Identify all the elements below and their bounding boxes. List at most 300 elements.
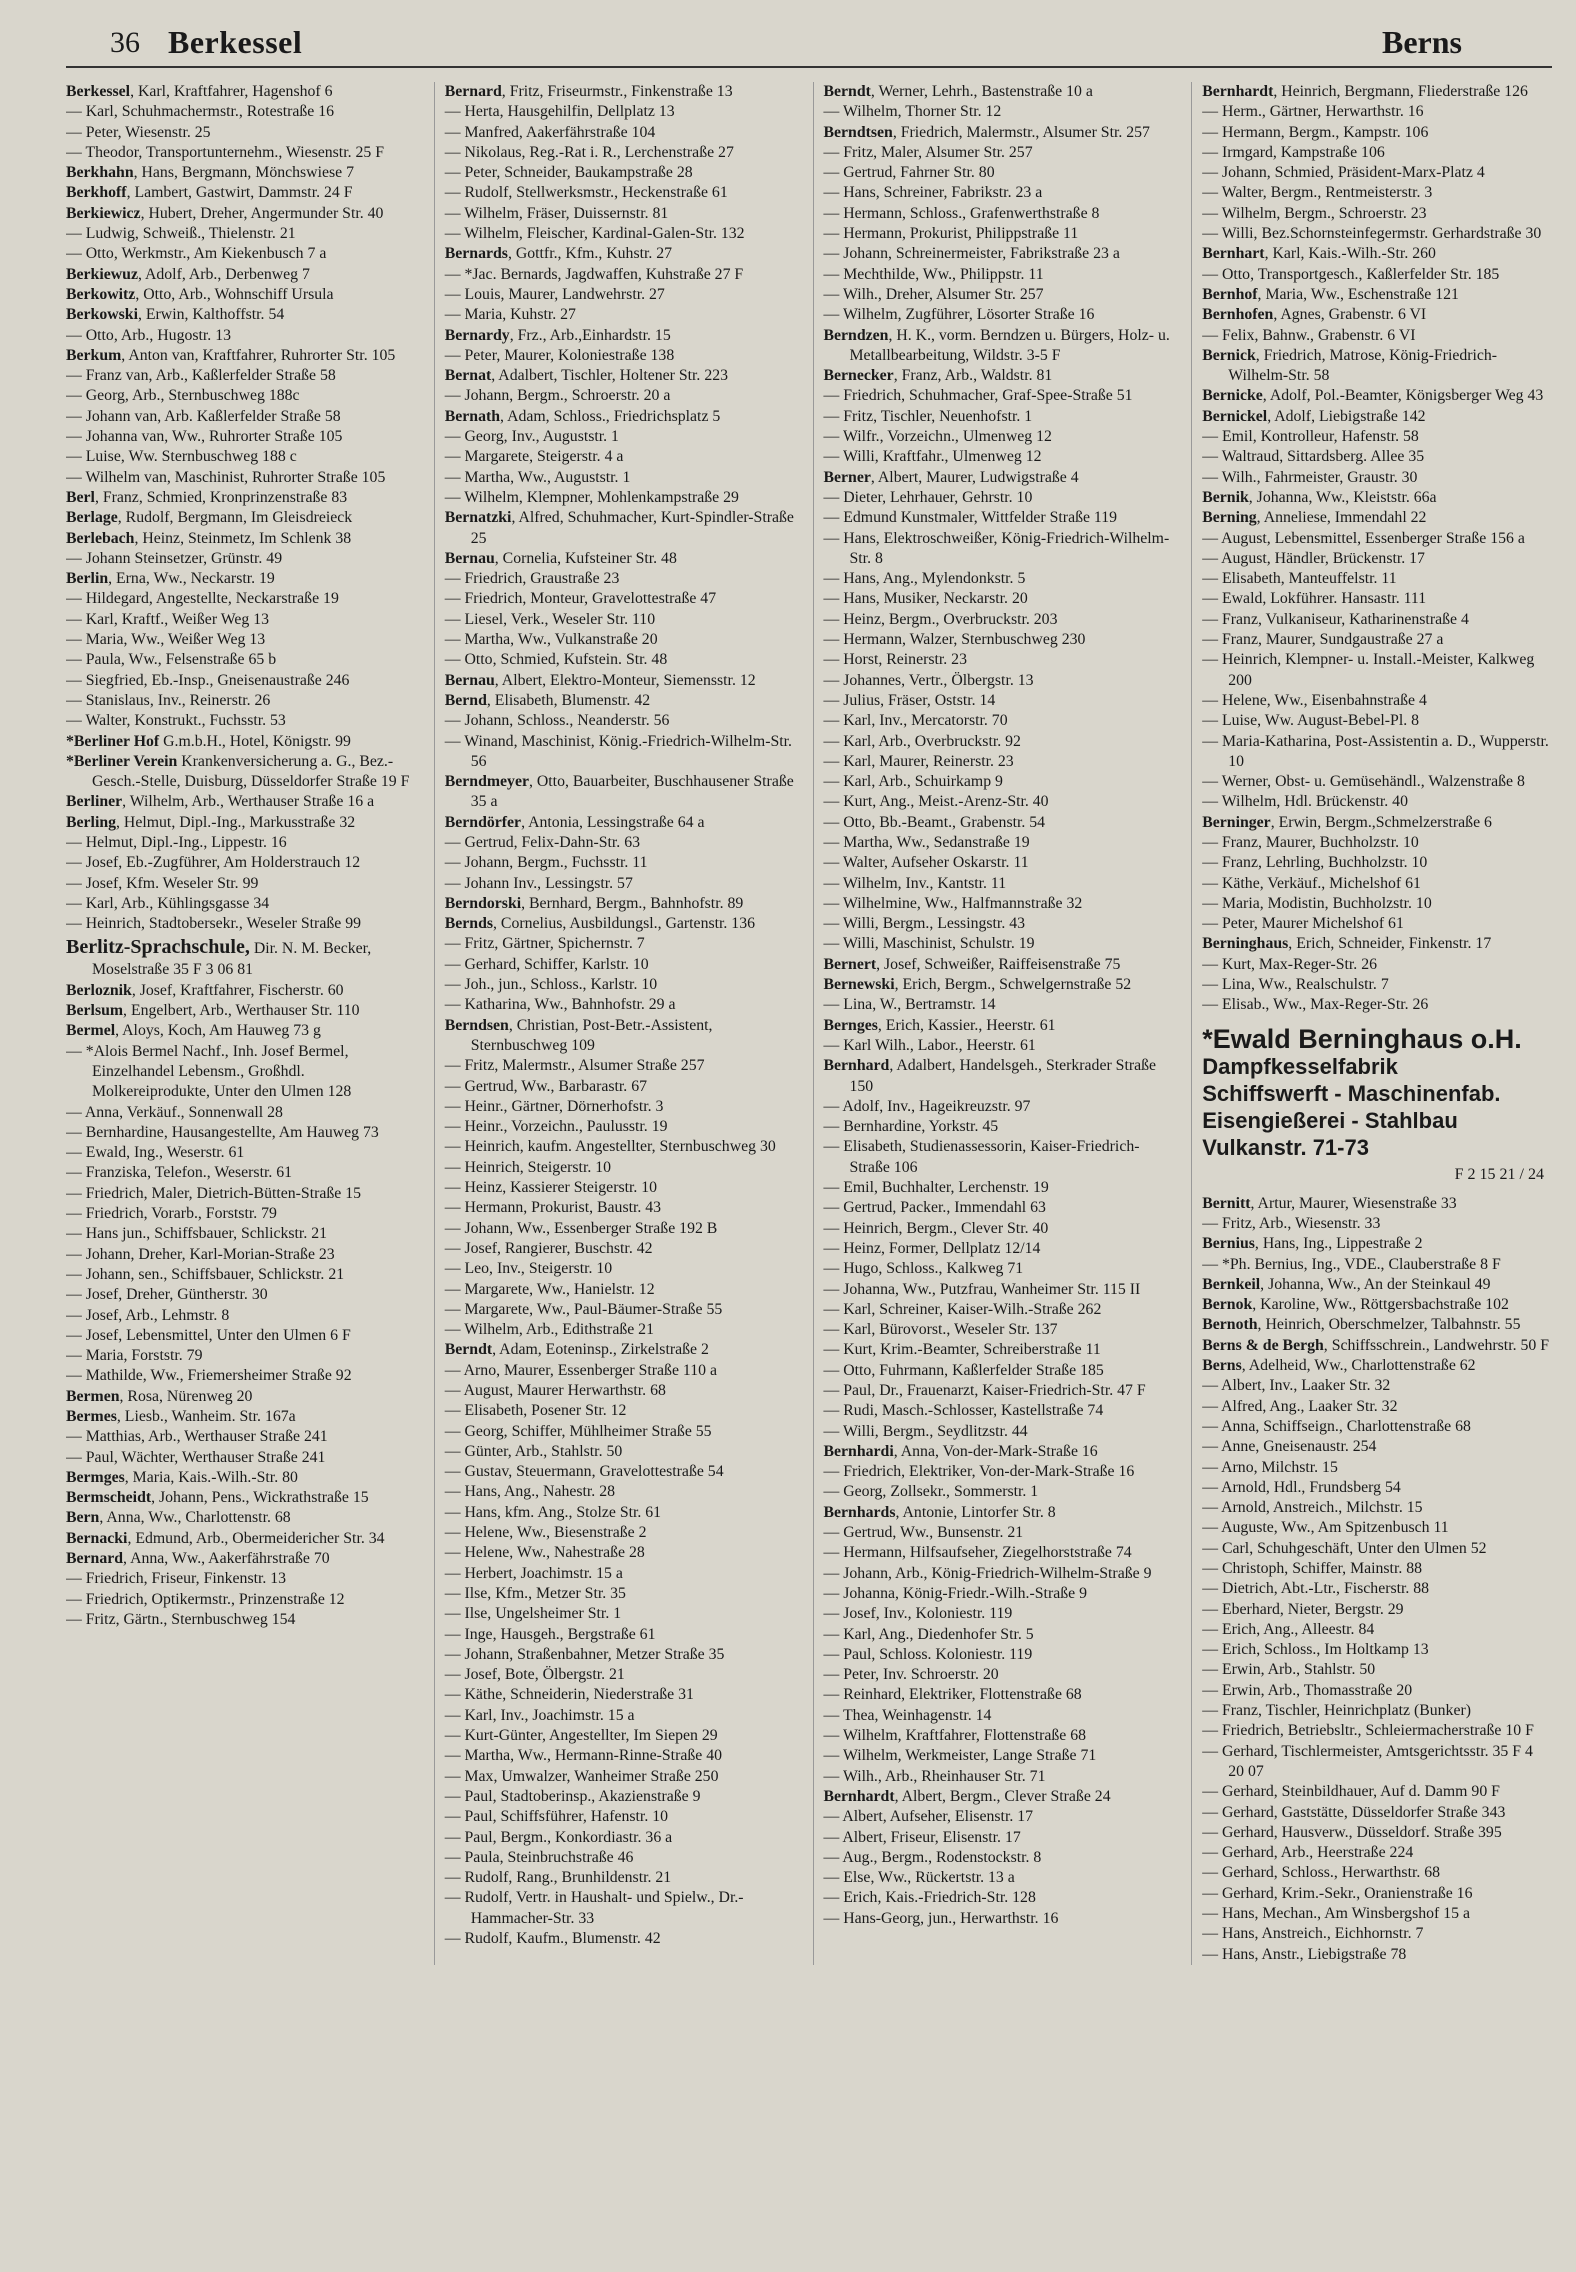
directory-entry: — Fritz, Arb., Wiesenstr. 33 [1202, 1214, 1381, 1232]
directory-entry: — Peter, Schneider, Baukampstraße 28 [444, 164, 693, 182]
directory-entry: — Johann Steinsetzer, Grünstr. 49 [66, 549, 283, 567]
directory-entry: — Willi, Bez.Schornsteinfegermstr. Gerhardstraße 30 [1202, 225, 1542, 243]
directory-entry: — Hans, Ang., Mylendonkstr. 5 [823, 570, 1026, 588]
directory-entry: — Heinrich, Steigerstr. 10 [444, 1158, 612, 1176]
directory-entry: — Franz, Maurer, Buchholzstr. 10 [1202, 833, 1419, 851]
directory-entry: — Heinrich, Stadtobersekr., Weseler Straße 99 [66, 915, 361, 933]
directory-entry: — Karl, Arb., Schuirkamp 9 [823, 773, 1003, 791]
directory-entry: — Christoph, Schiffer, Mainstr. 88 [1202, 1560, 1423, 1577]
directory-entry: — Winand, Maschinist, König.-Friedrich-Wilhelm-Str. 56 [444, 732, 792, 770]
directory-entry: Bernath, Adam, Schloss., Friedrichsplatz 5 [444, 407, 721, 425]
directory-entry: — Inge, Hausgeh., Bergstraße 61 [444, 1625, 656, 1643]
directory-entry: — Felix, Bahnw., Grabenstr. 6 VI [1202, 326, 1416, 344]
directory-entry: — Wilhelm, Zugführer, Lösorter Straße 16 [823, 306, 1095, 324]
directory-entry: — Ilse, Ungelsheimer Str. 1 [444, 1605, 622, 1623]
directory-entry: — Georg, Schiffer, Mühlheimer Straße 55 [444, 1422, 712, 1440]
directory-entry: — Heinrich, Bergm., Clever Str. 40 [823, 1219, 1049, 1237]
directory-entry: — Hugo, Schloss., Kalkweg 71 [823, 1260, 1024, 1278]
directory-entry: — Käthe, Schneiderin, Niederstraße 31 [444, 1686, 694, 1704]
directory-entry: — Hans, Mechan., Am Winsbergshof 15 a [1202, 1905, 1470, 1923]
directory-entry: — Otto, Transportgesch., Kaßlerfelder Str. 185 [1202, 265, 1500, 283]
directory-entry: — Friedrich, Betriebsltr., Schleiermacherstraße 10 F [1202, 1722, 1534, 1740]
directory-entry: — Friedrich, Graustraße 23 [444, 570, 620, 588]
directory-entry: — Ludwig, Schweiß., Thielenstr. 21 [66, 225, 296, 243]
directory-entry: — Gerhard, Hausverw., Düsseldorf. Straße 395 [1202, 1823, 1502, 1841]
directory-entry: Bernhardt, Heinrich, Bergmann, Fliederstraße 126 [1202, 83, 1528, 100]
directory-entry: Berkowitz, Otto, Arb., Wohnschiff Ursula [66, 285, 334, 303]
directory-entry: — Hans, kfm. Ang., Stolze Str. 61 [444, 1503, 662, 1521]
directory-entry: — Franz, Vulkaniseur, Katharinenstraße 4 [1202, 610, 1469, 628]
directory-entry: Berner, Albert, Maurer, Ludwigstraße 4 [823, 468, 1079, 486]
directory-entry: — Mechthilde, Ww., Philippstr. 11 [823, 265, 1044, 283]
directory-entry: — Gertrud, Ww., Bunsenstr. 21 [823, 1524, 1024, 1542]
directory-entry: Bernewski, Erich, Bergm., Schwelgernstraße 52 [823, 976, 1132, 994]
directory-entry: — Margarete, Ww., Paul-Bäumer-Straße 55 [444, 1300, 723, 1318]
directory-entry: Berninger, Erwin, Bergm.,Schmelzerstraße 6 [1202, 813, 1492, 831]
directory-entry: — Gerhard, Schloss., Herwarthstr. 68 [1202, 1864, 1441, 1882]
directory-entry: — Wilhelm, Inv., Kantstr. 11 [823, 874, 1007, 892]
directory-entry: — Julius, Fräser, Oststr. 14 [823, 691, 996, 709]
directory-entry: Berlsum, Engelbert, Arb., Werthauser Str. 110 [66, 1002, 360, 1020]
directory-entry: — Hans-Georg, jun., Herwarthstr. 16 [823, 1909, 1059, 1927]
directory-entry: Bernacki, Edmund, Arb., Obermeidericher Str. 34 [66, 1529, 385, 1547]
directory-entry: — Karl Wilh., Labor., Heerstr. 61 [823, 1036, 1036, 1054]
directory-entry: — Paul, Bergm., Konkordiastr. 36 a [444, 1828, 673, 1846]
directory-entry: — Karl, Inv., Mercatorstr. 70 [823, 712, 1008, 730]
directory-entry: — Johann, Straßenbahner, Metzer Straße 35 [444, 1645, 725, 1663]
directory-entry: — Josef, Lebensmittel, Unter den Ulmen 6 F [66, 1326, 351, 1344]
directory-entry: — Wilhelm, Klempner, Mohlenkampstraße 29 [444, 488, 739, 506]
directory-entry: — Wilhelm, Kraftfahrer, Flottenstraße 68 [823, 1727, 1087, 1745]
directory-entry: — August, Lebensmittel, Essenberger Straße 156 a [1202, 529, 1525, 547]
directory-entry: — Georg, Zollsekr., Sommerstr. 1 [823, 1483, 1039, 1501]
directory-entry: — Irmgard, Kampstraße 106 [1202, 143, 1385, 161]
directory-entry: — Hermann, Schloss., Grafenwerthstraße 8 [823, 204, 1100, 222]
directory-entry: — Anna, Verkäuf., Sonnenwall 28 [66, 1103, 283, 1121]
directory-entry: Bernhard, Adalbert, Handelsgeh., Sterkrader Straße 150 [823, 1057, 1157, 1095]
page-header [66, 22, 1552, 68]
directory-entry: — Gerhard, Gaststätte, Düsseldorfer Straße 343 [1202, 1803, 1506, 1821]
directory-entry: — Karl, Schuhmachermstr., Rotestraße 16 [66, 103, 335, 121]
running-head-left: Berkessel [168, 24, 303, 60]
directory-entry: — Adolf, Inv., Hageikreuzstr. 97 [823, 1097, 1031, 1115]
directory-entry: — Rudi, Masch.-Schlosser, Kastellstraße 74 [823, 1402, 1104, 1420]
directory-entry: Bernhardt, Albert, Bergm., Clever Straße 24 [823, 1787, 1111, 1805]
directory-entry: — Heinr., Gärtner, Dörnerhofstr. 3 [444, 1097, 664, 1115]
directory-entry: — Friedrich, Optikermstr., Prinzenstraße 12 [66, 1590, 345, 1608]
directory-entry: Bernau, Albert, Elektro-Monteur, Siemensstr. 12 [444, 671, 756, 689]
directory-entry: — Margarete, Steigerstr. 4 a [444, 448, 624, 466]
directory-entry: — Heinrich, Klempner- u. Install.-Meister, Kalkweg 200 [1202, 651, 1535, 689]
directory-entry: — Peter, Inv. Schroerstr. 20 [823, 1666, 999, 1684]
directory-entry: — Johann, Bergm., Fuchsstr. 11 [444, 854, 648, 872]
directory-entry: — Stanislaus, Inv., Reinerstr. 26 [66, 691, 271, 709]
directory-entry: — Friedrich, Monteur, Gravelottestraße 47 [444, 590, 717, 608]
directory-entry: — Fritz, Tischler, Neuenhofstr. 1 [823, 407, 1033, 425]
directory-entry: Berndt, Werner, Lehrh., Bastenstraße 10 a [823, 83, 1093, 100]
directory-entry: Bernert, Josef, Schweißer, Raiffeisenstraße 75 [823, 955, 1121, 973]
column-1 [66, 82, 416, 1965]
directory-entry: — Johann Inv., Lessingstr. 57 [444, 874, 633, 892]
directory-entry: — Maria, Kuhstr. 27 [444, 306, 576, 324]
directory-entry: — Peter, Maurer Michelshof 61 [1202, 915, 1404, 933]
directory-entry: — Hermann, Bergm., Kampstr. 106 [1202, 123, 1429, 141]
directory-entry: Bernik, Johanna, Ww., Kleiststr. 66a [1202, 488, 1437, 506]
directory-entry: — Carl, Schuhgeschäft, Unter den Ulmen 52 [1202, 1539, 1487, 1557]
directory-entry: — Albert, Inv., Laaker Str. 32 [1202, 1377, 1391, 1395]
directory-entry: Berkhoff, Lambert, Gastwirt, Dammstr. 24 F [66, 184, 353, 202]
directory-entry: Berndsen, Christian, Post-Betr.-Assistent, Sternbuschweg 109 [444, 1016, 713, 1054]
directory-entry: *Berliner Hof G.m.b.H., Hotel, Königstr. 99 [66, 732, 351, 750]
directory-entry: — Wilh., Arb., Rheinhauser Str. 71 [823, 1767, 1046, 1785]
directory-entry: — Maria-Katharina, Post-Assistentin a. D., Wupperstr. 10 [1202, 732, 1549, 770]
directory-entry: — Josef, Bote, Ölbergstr. 21 [444, 1666, 625, 1684]
directory-entry: — Franziska, Telefon., Weserstr. 61 [66, 1164, 293, 1182]
directory-entry: — Heinrich, kaufm. Angestellter, Sternbuschweg 30 [444, 1138, 776, 1156]
directory-entry: — Elisabeth, Manteuffelstr. 11 [1202, 570, 1397, 588]
directory-entry: — Luise, Ww. Sternbuschweg 188 c [66, 448, 297, 466]
directory-entry: Berlin, Erna, Ww., Neckarstr. 19 [66, 570, 275, 588]
directory-entry: — Käthe, Verkäuf., Michelshof 61 [1202, 874, 1421, 892]
directory-entry: — Herta, Hausgehilfin, Dellplatz 13 [444, 103, 675, 121]
directory-entry: — Otto, Werkmstr., Am Kiekenbusch 7 a [66, 245, 327, 263]
ad-phone: F 2 15 21 / 24 [1454, 1165, 1544, 1183]
directory-entry: Berkessel, Karl, Kraftfahrer, Hagenshof 6 [66, 83, 333, 100]
directory-entry: Berns & de Bergh, Schiffsschrein., Landwehrstr. 50 F [1202, 1336, 1550, 1354]
directory-entry: — *Ph. Bernius, Ing., VDE., Clauberstraße 8 F [1202, 1255, 1501, 1273]
directory-entry: Bernds, Cornelius, Ausbildungsl., Gartenstr. 136 [444, 915, 755, 933]
directory-entry: — Rudolf, Vertr. in Haushalt- und Spielw., Dr.-Hammacher-Str. 33 [444, 1889, 744, 1927]
directory-entry: — Margarete, Ww., Hanielstr. 12 [444, 1280, 655, 1298]
directory-entry: — Eberhard, Nieter, Bergstr. 29 [1202, 1600, 1404, 1618]
advertisement [1202, 1023, 1552, 1188]
directory-entry: — Georg, Inv., Auguststr. 1 [444, 428, 619, 446]
directory-entry: Berlebach, Heinz, Steinmetz, Im Schlenk 38 [66, 529, 352, 547]
directory-entry: — Kurt-Günter, Angestellter, Im Siepen 29 [444, 1727, 718, 1745]
directory-entry: — Hermann, Walzer, Sternbuschweg 230 [823, 631, 1086, 649]
running-head-right: Berns [1382, 24, 1462, 60]
directory-entry: — Else, Ww., Rückertstr. 13 a [823, 1869, 1015, 1887]
directory-entry: — Johann, Bergm., Schroerstr. 20 a [444, 387, 671, 405]
directory-entry: — Max, Umwalzer, Wanheimer Straße 250 [444, 1767, 719, 1785]
directory-entry: Berning, Anneliese, Immendahl 22 [1202, 509, 1427, 527]
directory-entry: — Kurt, Krim.-Beamter, Schreiberstraße 11 [823, 1341, 1101, 1359]
directory-entry: — Wilhelmine, Ww., Halfmannstraße 32 [823, 894, 1083, 912]
directory-entry: — Kurt, Max-Reger-Str. 26 [1202, 955, 1377, 973]
directory-entry: Bernges, Erich, Kassier., Heerstr. 61 [823, 1016, 1056, 1034]
directory-entry: — August, Händler, Brückenstr. 17 [1202, 549, 1425, 567]
directory-entry: — Franz van, Arb., Kaßlerfelder Straße 58 [66, 367, 336, 385]
directory-entry: Berkhahn, Hans, Bergmann, Mönchswiese 7 [66, 164, 355, 182]
directory-entry: — *Jac. Bernards, Jagdwaffen, Kuhstraße 27 F [444, 265, 744, 283]
directory-entry: — Otto, Arb., Hugostr. 13 [66, 326, 231, 344]
directory-entry: — Mathilde, Ww., Friemersheimer Straße 92 [66, 1367, 352, 1385]
directory-entry: — Wilhelm van, Maschinist, Ruhrorter Straße 105 [66, 468, 386, 486]
directory-entry: — Erich, Kais.-Friedrich-Str. 128 [823, 1889, 1036, 1907]
directory-entry: — Paul, Schloss. Koloniestr. 119 [823, 1645, 1033, 1663]
directory-entry: — Johann, Dreher, Karl-Morian-Straße 23 [66, 1245, 335, 1263]
directory-entry: Bernhardi, Anna, Von-der-Mark-Straße 16 [823, 1442, 1098, 1460]
directory-entry: — Karl, Kraftf., Weißer Weg 13 [66, 610, 270, 628]
directory-entry: Bermscheidt, Johann, Pens., Wickrathstraße 15 [66, 1489, 369, 1507]
directory-entry: — Kurt, Ang., Meist.-Arenz-Str. 40 [823, 793, 1049, 811]
directory-entry: — Gertrud, Ww., Barbarastr. 67 [444, 1077, 647, 1095]
directory-entry: Bern, Anna, Ww., Charlottenstr. 68 [66, 1509, 291, 1527]
directory-entry: — Albert, Friseur, Elisenstr. 17 [823, 1828, 1021, 1846]
directory-entry: — Gertrud, Fahrner Str. 80 [823, 164, 995, 182]
directory-entry: — Friedrich, Vorarb., Forststr. 79 [66, 1205, 277, 1223]
directory-entry: — Hans, Elektroschweißer, König-Friedrich-Wilhelm-Str. 8 [823, 529, 1170, 567]
directory-entry: — Rudolf, Kaufm., Blumenstr. 42 [444, 1930, 661, 1948]
directory-entry: Bernhards, Antonie, Lintorfer Str. 8 [823, 1503, 1056, 1521]
directory-entry: — Otto, Schmied, Kufstein. Str. 48 [444, 651, 668, 669]
directory-entry: Bernius, Hans, Ing., Lippestraße 2 [1202, 1235, 1423, 1253]
ad-line: Vulkanstr. 71-73 [1202, 1134, 1369, 1160]
column-4 [1191, 82, 1552, 1965]
directory-entry: — Wilhelm, Hdl. Brückenstr. 40 [1202, 793, 1408, 811]
directory-entry: — Johann, Schloss., Neanderstr. 56 [444, 712, 670, 730]
directory-entry: — Wilhelm, Bergm., Schroerstr. 23 [1202, 204, 1427, 222]
directory-entry: Berndorski, Bernhard, Bergm., Bahnhofstr. 89 [444, 894, 744, 912]
directory-entry: — Gertrud, Felix-Dahn-Str. 63 [444, 833, 640, 851]
directory-entry: — Johann, Schmied, Präsident-Marx-Platz 4 [1202, 164, 1485, 182]
directory-entry: — Paul, Schiffsführer, Hafenstr. 10 [444, 1808, 669, 1826]
directory-entry: — Josef, Rangierer, Buschstr. 42 [444, 1239, 653, 1257]
directory-entry: — Hans, Musiker, Neckarstr. 20 [823, 590, 1028, 608]
directory-entry: — Bernhardine, Hausangestellte, Am Hauweg 73 [66, 1123, 379, 1141]
directory-entry: Bernat, Adalbert, Tischler, Holtener Str. 223 [444, 367, 729, 385]
directory-entry: — Anna, Schiffseign., Charlottenstraße 68 [1202, 1417, 1471, 1435]
directory-entry: — Reinhard, Elektriker, Flottenstraße 68 [823, 1686, 1082, 1704]
directory-entry: — Heinz, Bergm., Overbruckstr. 203 [823, 610, 1058, 628]
directory-entry: — Bernhardine, Yorkstr. 45 [823, 1118, 999, 1136]
directory-entry: — Emil, Buchhalter, Lerchenstr. 19 [823, 1179, 1049, 1197]
directory-entry: — Hans, Anstreich., Eichhornstr. 7 [1202, 1925, 1424, 1943]
directory-entry: — Helene, Ww., Nahestraße 28 [444, 1544, 645, 1562]
directory-entry: — Erich, Schloss., Im Holtkamp 13 [1202, 1641, 1429, 1659]
directory-entry: Berkiewuz, Adolf, Arb., Derbenweg 7 [66, 265, 310, 283]
directory-entry: — Dieter, Lehrhauer, Gehrstr. 10 [823, 488, 1033, 506]
directory-entry: — Gerhard, Schiffer, Karlstr. 10 [444, 955, 649, 973]
directory-entry: Bernoth, Heinrich, Oberschmelzer, Talbahnstr. 55 [1202, 1316, 1521, 1334]
directory-entry: — Karl, Arb., Overbruckstr. 92 [823, 732, 1021, 750]
directory-entry: — Walter, Bergm., Rentmeisterstr. 3 [1202, 184, 1433, 202]
directory-entry: — Otto, Fuhrmann, Kaßlerfelder Straße 185 [823, 1361, 1104, 1379]
directory-entry: — Hans jun., Schiffsbauer, Schlickstr. 21 [66, 1225, 328, 1243]
directory-entry: Berns, Adelheid, Ww., Charlottenstraße 62 [1202, 1357, 1476, 1375]
directory-entry: — Edmund Kunstmaler, Wittfelder Straße 119 [823, 509, 1118, 527]
directory-entry: — Ilse, Kfm., Metzer Str. 35 [444, 1584, 626, 1602]
columns [66, 82, 1552, 1965]
directory-entry: — Otto, Bb.-Beamt., Grabenstr. 54 [823, 813, 1046, 831]
directory-entry: — Willi, Bergm., Seydlitzstr. 44 [823, 1422, 1028, 1440]
directory-entry: — Wilfr., Vorzeichn., Ulmenweg 12 [823, 428, 1052, 446]
directory-entry: — Fritz, Maler, Alsumer Str. 257 [823, 143, 1033, 161]
directory-entry: — Hermann, Hilfsaufseher, Ziegelhorststraße 74 [823, 1544, 1132, 1562]
directory-entry: — Willi, Maschinist, Schulstr. 19 [823, 935, 1035, 953]
directory-entry: Bermel, Aloys, Koch, Am Hauweg 73 g [66, 1022, 321, 1040]
directory-entry: — Ewald, Lokführer. Hansastr. 111 [1202, 590, 1427, 608]
directory-entry: — Johann van, Arb. Kaßlerfelder Straße 58 [66, 407, 341, 425]
directory-entry: — Johanna, König-Friedr.-Wilh.-Straße 9 [823, 1584, 1087, 1602]
directory-entry: — Gertrud, Packer., Immendahl 63 [823, 1199, 1046, 1217]
directory-entry: — Wilh., Dreher, Alsumer Str. 257 [823, 285, 1044, 303]
directory-entry: — Heinz, Kassierer Steigerstr. 10 [444, 1179, 658, 1197]
directory-entry: Berkiewicz, Hubert, Dreher, Angermunder Str. 40 [66, 204, 384, 222]
directory-entry: — Siegfried, Eb.-Insp., Gneisenaustraße 246 [66, 671, 350, 689]
directory-entry: — Helene, Ww., Eisenbahnstraße 4 [1202, 691, 1427, 709]
directory-entry: — Wilhelm, Arb., Edithstraße 21 [444, 1321, 654, 1339]
directory-entry: — Johanna, Ww., Putzfrau, Wanheimer Str. 115 II [823, 1280, 1141, 1298]
directory-entry: Berninghaus, Erich, Schneider, Finkenstr. 17 [1202, 935, 1492, 953]
directory-entry: — Heinz, Former, Dellplatz 12/14 [823, 1239, 1041, 1257]
directory-entry: — Louis, Maurer, Landwehrstr. 27 [444, 285, 665, 303]
directory-entry: — Auguste, Ww., Am Spitzenbusch 11 [1202, 1519, 1449, 1537]
directory-entry: — Willi, Kraftfahr., Ulmenweg 12 [823, 448, 1042, 466]
directory-entry: — Helmut, Dipl.-Ing., Lippestr. 16 [66, 833, 287, 851]
directory-entry: — Johann, Schreinermeister, Fabrikstraße 23 a [823, 245, 1120, 263]
directory-entry: — Dietrich, Abt.-Ltr., Fischerstr. 88 [1202, 1580, 1430, 1598]
directory-entry: — Maria, Modistin, Buchholzstr. 10 [1202, 894, 1432, 912]
directory-entry: — Anne, Gneisenaustr. 254 [1202, 1438, 1377, 1456]
directory-entry: — Lina, W., Bertramstr. 14 [823, 996, 996, 1014]
directory-entry: Berlage, Rudolf, Bergmann, Im Gleisdreieck [66, 509, 353, 527]
directory-entry: Bermen, Rosa, Nürenweg 20 [66, 1387, 253, 1405]
directory-entry: — Erwin, Arb., Stahlstr. 50 [1202, 1661, 1376, 1679]
directory-entry: — Elisab., Ww., Max-Reger-Str. 26 [1202, 996, 1429, 1014]
directory-entry: — Maria, Ww., Weißer Weg 13 [66, 631, 266, 649]
directory-entry: — Johannes, Vertr., Ölbergstr. 13 [823, 671, 1034, 689]
directory-entry: — Wilhelm, Fräser, Duissernstr. 81 [444, 204, 669, 222]
directory-entry: — Paul, Stadtoberinsp., Akazienstraße 9 [444, 1787, 701, 1805]
directory-entry: — Erwin, Arb., Thomasstraße 20 [1202, 1681, 1413, 1699]
directory-entry: — Johann, Arb., König-Friedrich-Wilhelm-Straße 9 [823, 1564, 1152, 1582]
directory-entry: — Gerhard, Arb., Heerstraße 224 [1202, 1844, 1414, 1862]
directory-entry: — Martha, Ww., Hermann-Rinne-Straße 40 [444, 1747, 722, 1765]
directory-entry: — Walter, Aufseher Oskarstr. 11 [823, 854, 1029, 872]
directory-entry: — Rudolf, Rang., Brunhildenstr. 21 [444, 1869, 672, 1887]
directory-entry: Berliner, Wilhelm, Arb., Werthauser Straße 16 a [66, 793, 375, 811]
directory-entry: — Alfred, Ang., Laaker Str. 32 [1202, 1397, 1398, 1415]
page-number: 36 [110, 26, 140, 59]
directory-entry: Berndzen, H. K., vorm. Berndzen u. Bürgers, Holz- u. Metallbearbeitung, Wildstr. 3-5 F [823, 326, 1170, 364]
ad-line: Dampfkesselfabrik [1202, 1053, 1398, 1079]
directory-entry: — Friedrich, Elektriker, Von-der-Mark-Straße 16 [823, 1463, 1135, 1481]
directory-entry: — Gerhard, Tischlermeister, Amtsgerichtsstr. 35 F 4 20 07 [1202, 1742, 1533, 1780]
directory-entry: — Gerhard, Krim.-Sekr., Oranienstraße 16 [1202, 1884, 1473, 1902]
directory-entry: Berkum, Anton van, Kraftfahrer, Ruhrorter Str. 105 [66, 346, 396, 364]
directory-entry: — Heinr., Vorzeichn., Paulusstr. 19 [444, 1118, 668, 1136]
directory-entry: Bernards, Gottfr., Kfm., Kuhstr. 27 [444, 245, 673, 263]
directory-entry: Bernkeil, Johanna, Ww., An der Steinkaul 49 [1202, 1275, 1491, 1293]
directory-entry: — Walter, Konstrukt., Fuchsstr. 53 [66, 712, 286, 730]
directory-entry: Bernhart, Karl, Kais.-Wilh.-Str. 260 [1202, 245, 1436, 263]
directory-entry: Bernau, Cornelia, Kufsteiner Str. 48 [444, 549, 677, 567]
directory-entry: — Wilhelm, Fleischer, Kardinal-Galen-Str. 132 [444, 225, 745, 243]
directory-entry: — Martha, Ww., Vulkanstraße 20 [444, 631, 658, 649]
directory-entry: Berndörfer, Antonia, Lessingstraße 64 a [444, 813, 705, 831]
directory-entry: Bernitt, Artur, Maurer, Wiesenstraße 33 [1202, 1194, 1457, 1212]
directory-entry: — *Alois Bermel Nachf., Inh. Josef Bermel, Einzelhandel Lebensm., Großhdl. Molkereiprodukte, Unter den Ulmen 128 [66, 1042, 352, 1101]
directory-entry: — Horst, Reinerstr. 23 [823, 651, 967, 669]
directory-entry: Bernick, Friedrich, Matrose, König-Friedrich-Wilhelm-Str. 58 [1202, 346, 1498, 385]
directory-entry: Berloznik, Josef, Kraftfahrer, Fischerstr. 60 [66, 981, 344, 999]
directory-entry: — Johann, Ww., Essenberger Straße 192 B [444, 1219, 718, 1237]
directory-entry: — Nikolaus, Reg.-Rat i. R., Lerchenstraße 27 [444, 143, 734, 161]
directory-entry: Bernok, Karoline, Ww., Röttgersbachstraße 102 [1202, 1296, 1509, 1314]
directory-entry: — Friedrich, Schuhmacher, Graf-Spee-Straße 51 [823, 387, 1133, 405]
directory-entry: — Hermann, Prokurist, Baustr. 43 [444, 1199, 662, 1217]
directory-entry: Bernecker, Franz, Arb., Waldstr. 81 [823, 367, 1053, 385]
directory-entry: — Ewald, Ing., Weserstr. 61 [66, 1144, 245, 1162]
directory-entry: — Arnold, Anstreich., Milchstr. 15 [1202, 1499, 1423, 1517]
directory-entry: — Karl, Maurer, Reinerstr. 23 [823, 752, 1014, 770]
directory-entry: Bermes, Liesb., Wanheim. Str. 167a [66, 1408, 296, 1425]
directory-entry: — Paula, Steinbruchstraße 46 [444, 1848, 634, 1866]
ad-name: *Ewald Berninghaus o.H. [1202, 1023, 1522, 1054]
directory-entry: — Werner, Obst- u. Gemüsehändl., Walzenstraße 8 [1202, 773, 1525, 791]
directory-entry: — Karl, Schreiner, Kaiser-Wilh.-Straße 262 [823, 1300, 1102, 1318]
directory-entry: — Aug., Bergm., Rodenstockstr. 8 [823, 1848, 1042, 1866]
directory-entry: — Helene, Ww., Biesenstraße 2 [444, 1524, 647, 1542]
directory-entry: Bernardy, Frz., Arb.,Einhardstr. 15 [444, 326, 671, 344]
directory-entry: — Karl, Ang., Diedenhofer Str. 5 [823, 1625, 1034, 1643]
directory-entry: — Liesel, Verk., Weseler Str. 110 [444, 610, 656, 628]
directory-entry: — August, Maurer Herwarthstr. 68 [444, 1382, 666, 1399]
directory-entry: Berl, Franz, Schmied, Kronprinzenstraße 83 [66, 488, 348, 506]
directory-entry: Bernard, Fritz, Friseurmstr., Finkenstraße 13 [444, 83, 733, 100]
directory-entry: — Fritz, Malermstr., Alsumer Straße 257 [444, 1057, 705, 1075]
directory-entry: — Herm., Gärtner, Herwarthstr. 16 [1202, 103, 1424, 121]
directory-entry: — Fritz, Gärtner, Spichernstr. 7 [444, 935, 645, 953]
directory-entry: Berling, Helmut, Dipl.-Ing., Markusstraße 32 [66, 813, 356, 831]
directory-entry: — Karl, Arb., Kühlingsgasse 34 [66, 894, 270, 912]
directory-entry: — Herbert, Joachimstr. 15 a [444, 1564, 623, 1582]
directory-entry: — Gustav, Steuermann, Gravelottestraße 54 [444, 1463, 724, 1481]
directory-entry: *Berliner Verein Krankenversicherung a. G., Bez.-Gesch.-Stelle, Duisburg, Düsseldorfer Straße 19 F [66, 752, 410, 791]
directory-entry: — Johann, sen., Schiffsbauer, Schlickstr. 21 [66, 1265, 345, 1283]
ad-line: Schiffswerft - Maschinenfab. [1202, 1080, 1501, 1106]
directory-entry: — Hans, Anstr., Liebigstraße 78 [1202, 1945, 1407, 1963]
directory-entry: Bernickel, Adolf, Liebigstraße 142 [1202, 407, 1426, 425]
directory-entry: — Waltraud, Sittardsberg. Allee 35 [1202, 448, 1425, 466]
directory-entry: — Wilh., Fahrmeister, Graustr. 30 [1202, 468, 1418, 486]
directory-entry: — Arno, Maurer, Essenberger Straße 110 a [444, 1361, 717, 1379]
directory-entry: — Leo, Inv., Steigerstr. 10 [444, 1260, 613, 1278]
directory-entry: — Paula, Ww., Felsenstraße 65 b [66, 651, 277, 669]
directory-entry: — Elisabeth, Studienassessorin, Kaiser-Friedrich-Straße 106 [823, 1138, 1140, 1176]
directory-entry: — Johanna van, Ww., Ruhrorter Straße 105 [66, 428, 343, 446]
directory-entry: — Josef, Eb.-Zugführer, Am Holderstrauch 12 [66, 854, 361, 872]
directory-entry: — Arno, Milchstr. 15 [1202, 1458, 1338, 1476]
directory-entry: — Erich, Ang., Alleestr. 84 [1202, 1620, 1375, 1638]
directory-entry: — Arnold, Hdl., Frundsberg 54 [1202, 1478, 1401, 1496]
directory-entry: — Hermann, Prokurist, Philippstraße 11 [823, 225, 1079, 243]
directory-entry: — Friedrich, Friseur, Finkenstr. 13 [66, 1570, 287, 1588]
directory-entry: — Friedrich, Maler, Dietrich-Bütten-Straße 15 [66, 1184, 362, 1202]
directory-entry: — Martha, Ww., Sedanstraße 19 [823, 833, 1030, 851]
directory-entry: — Theodor, Transportunternehm., Wiesenstr. 25 F [66, 143, 385, 161]
directory-entry: — Franz, Lehrling, Buchholzstr. 10 [1202, 854, 1428, 872]
directory-entry: — Hans, Ang., Nahestr. 28 [444, 1483, 615, 1501]
directory-entry: — Maria, Forststr. 79 [66, 1347, 203, 1365]
directory-entry: Berndtsen, Friedrich, Malermstr., Alsumer Str. 257 [823, 123, 1150, 141]
directory-entry: — Günter, Arb., Stahlstr. 50 [444, 1442, 623, 1460]
directory-entry: — Josef, Kfm. Weseler Str. 99 [66, 874, 259, 892]
directory-entry: — Hans, Schreiner, Fabrikstr. 23 a [823, 184, 1043, 202]
directory-entry: — Josef, Arb., Lehmstr. 8 [66, 1306, 230, 1324]
directory-entry: — Karl, Inv., Joachimstr. 15 a [444, 1706, 635, 1724]
